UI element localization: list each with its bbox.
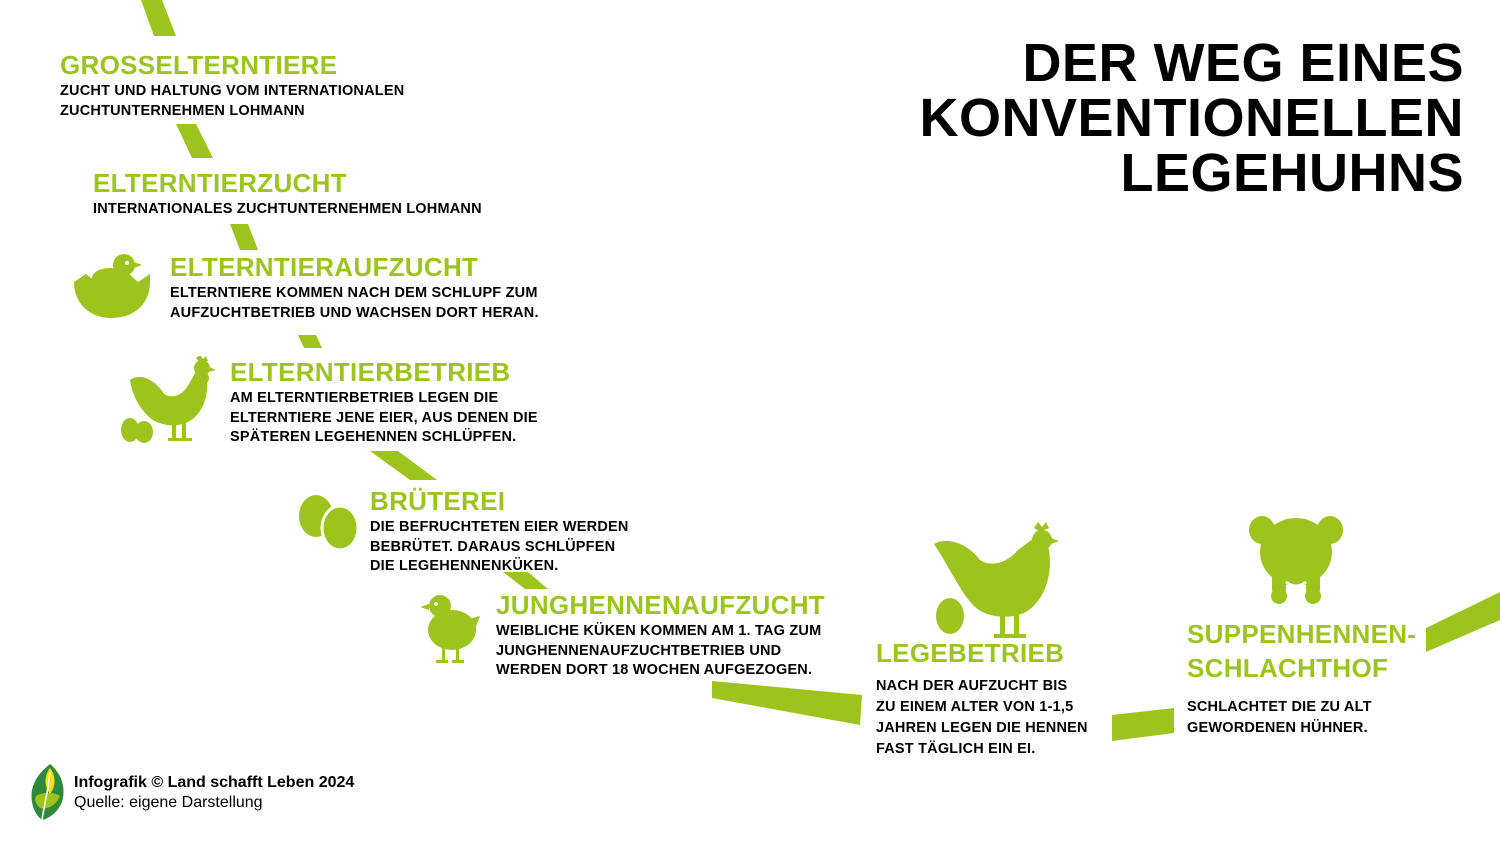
step-suppenhennen-schlachthof xyxy=(1187,617,1416,739)
plucked-chicken-icon xyxy=(1246,512,1346,604)
step-heading: ELTERNTIERAUFZUCHT xyxy=(170,252,479,282)
hatching-chick-icon xyxy=(74,248,154,320)
chick-icon xyxy=(418,592,480,666)
title-line: DER WEG EINES xyxy=(1022,33,1464,93)
step-junghennenaufzucht xyxy=(496,590,825,681)
path-segment xyxy=(298,335,322,348)
step-elterntierzucht xyxy=(93,168,482,220)
path-segment xyxy=(712,681,862,725)
step-description: ZUCHT UND HALTUNG VOM INTERNATIONALEN ZUCHTUNTERNEHMEN LOHMANN xyxy=(60,83,405,119)
step-legebetrieb xyxy=(876,638,1088,760)
path-segment xyxy=(1426,592,1500,652)
step-description: ELTERNTIERE KOMMEN NACH DEM SCHLUPF ZUM AUFZUCHTBETRIEB UND WACHSEN DORT HERAN. xyxy=(170,285,539,321)
footer-credit: Infografik © Land schafft Leben 2024 xyxy=(74,774,355,791)
step-heading: JUNGHENNENAUFZUCHT xyxy=(496,590,825,620)
eggs-icon xyxy=(296,494,362,552)
path-segment xyxy=(230,224,258,250)
path-segment xyxy=(176,124,213,158)
path-segment xyxy=(141,0,176,36)
step-description: SCHLACHTET DIE ZU ALT GEWORDENEN HÜHNER. xyxy=(1187,699,1372,736)
path-segment xyxy=(1112,708,1174,741)
step-heading: BRÜTEREI xyxy=(370,486,506,516)
step-elterntieraufzucht xyxy=(170,252,539,323)
step-brueterei xyxy=(370,486,629,577)
step-grosselterntiere xyxy=(60,50,404,121)
leaf-logo-icon xyxy=(28,762,68,822)
page-title xyxy=(844,33,1464,203)
title-line: KONVENTIONELLEN xyxy=(919,88,1464,148)
step-heading: SUPPENHENNEN- SCHLACHTHOF xyxy=(1187,619,1417,683)
hen-with-egg-icon xyxy=(930,522,1060,644)
title-line: LEGEHUHNS xyxy=(1120,143,1464,203)
step-description: WEIBLICHE KÜKEN KOMMEN AM 1. TAG ZUM JUNGHENNENAUFZUCHTBETRIEB UND WERDEN DORT 18 WOCHEN AUFGEZOGEN. xyxy=(496,623,822,678)
step-description: AM ELTERNTIERBETRIEB LEGEN DIE ELTERNTIERE JENE EIER, AUS DENEN DIE SPÄTEREN LEGEHENNEN SCHLÜPFEN. xyxy=(230,390,538,445)
step-description: INTERNATIONALES ZUCHTUNTERNEHMEN LOHMANN xyxy=(93,201,482,217)
step-description: NACH DER AUFZUCHT BIS ZU EINEM ALTER VON 1-1,5 JAHREN LEGEN DIE HENNEN FAST TÄGLICH EIN EI. xyxy=(876,678,1088,757)
path-segment xyxy=(370,451,437,480)
step-heading: GROSSELTERNTIERE xyxy=(60,50,338,80)
hen-with-eggs-icon xyxy=(118,356,218,448)
step-heading: ELTERNTIERBETRIEB xyxy=(230,357,511,387)
footer-source: Quelle: eigene Darstellung xyxy=(74,794,263,811)
step-description: DIE BEFRUCHTETEN EIER WERDEN BEBRÜTET. DARAUS SCHLÜPFEN DIE LEGEHENNENKÜKEN. xyxy=(370,519,629,574)
step-heading: ELTERNTIERZUCHT xyxy=(93,168,347,198)
step-heading: LEGEBETRIEB xyxy=(876,638,1065,668)
step-elterntierbetrieb xyxy=(230,357,538,448)
